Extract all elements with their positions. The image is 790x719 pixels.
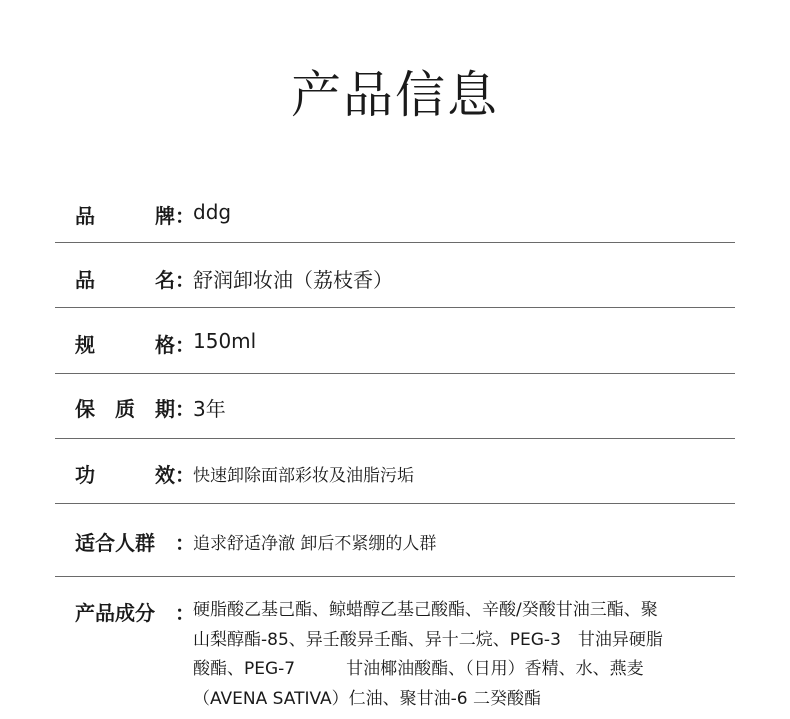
divider	[55, 242, 735, 243]
row-label: 品 牌	[75, 204, 175, 228]
row-label: 适合人群	[75, 531, 155, 555]
row-label: 规 格	[75, 333, 175, 357]
row-label: 功 效	[75, 463, 175, 487]
row-value: ddg	[193, 200, 232, 224]
row-value: 150ml	[193, 329, 257, 353]
row-value: 3年	[193, 397, 226, 421]
row-value: 追求舒适净澈 卸后不紧绷的人群	[193, 534, 437, 554]
info-row-spec	[55, 329, 735, 357]
page-title: 产品信息	[291, 66, 499, 124]
info-row-shelf-life	[55, 393, 735, 421]
ingredients-line: （AVENA SATIVA）仁油、聚甘油-6 二癸酸酯	[193, 688, 542, 709]
row-colon: ：	[175, 204, 195, 228]
divider	[55, 503, 735, 504]
divider	[55, 373, 735, 374]
row-colon: ：	[175, 463, 195, 487]
info-row-ingredients	[55, 597, 735, 717]
row-label: 品 名	[75, 268, 175, 292]
row-colon: ：	[175, 333, 195, 357]
info-row-effect	[55, 459, 735, 487]
row-colon: ：	[175, 531, 195, 555]
info-row-brand	[55, 200, 735, 228]
row-label: 保 质 期	[75, 397, 175, 421]
row-colon: ：	[175, 601, 195, 625]
row-colon: ：	[175, 397, 195, 421]
divider	[55, 576, 735, 577]
ingredients-line: 硬脂酸乙基己酯、鲸蜡醇乙基己酸酯、辛酸/癸酸甘油三酯、聚	[193, 600, 658, 620]
row-label: 产品成分	[75, 601, 155, 625]
divider	[55, 438, 735, 439]
ingredients-line: 酸酯、PEG-7 甘油椰油酸酯、（日用）香精、水、燕麦	[193, 659, 644, 679]
info-row-suitable-for	[55, 527, 735, 555]
row-value: 快速卸除面部彩妆及油脂污垢	[193, 466, 414, 486]
info-row-product-name	[55, 264, 735, 292]
ingredients-line: 山梨醇酯-85、异壬酸异壬酯、异十二烷、PEG-3 甘油异硬脂	[193, 629, 663, 650]
row-value: 舒润卸妆油（荔枝香）	[193, 268, 393, 292]
ingredients-text	[193, 596, 733, 714]
row-colon: ：	[175, 268, 195, 292]
divider	[55, 307, 735, 308]
